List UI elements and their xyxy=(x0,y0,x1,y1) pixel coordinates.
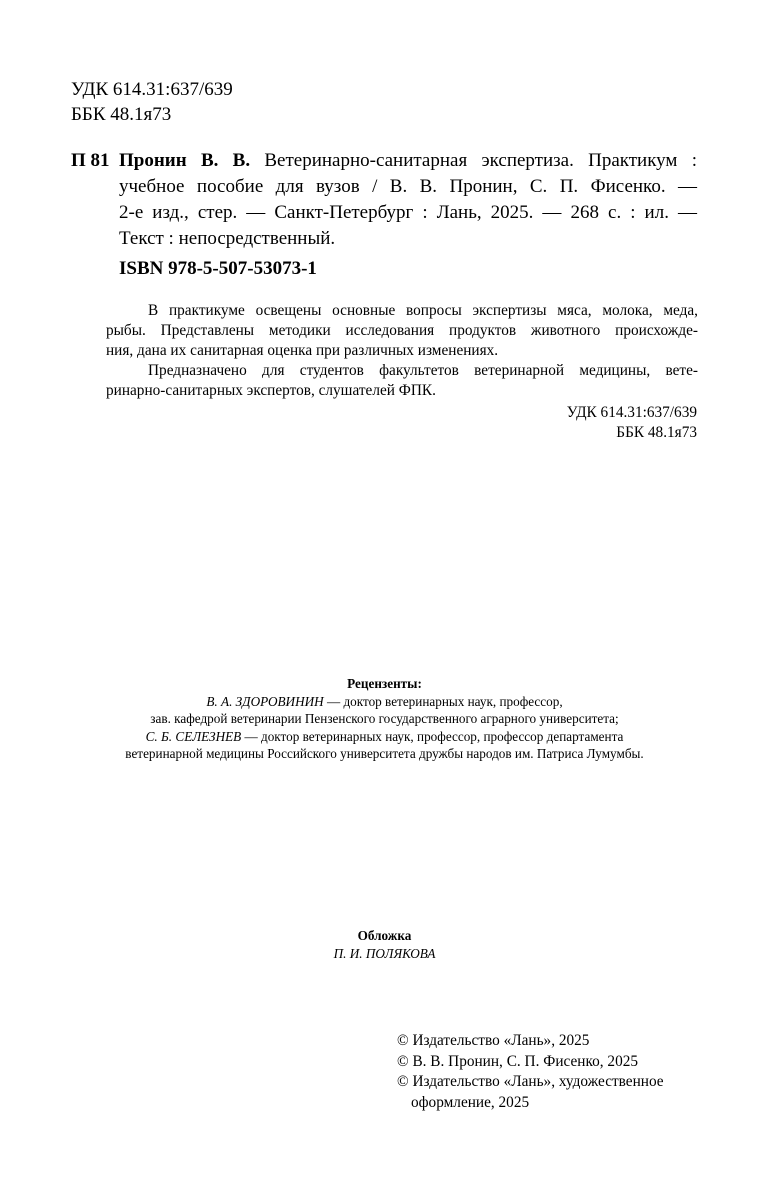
citation-line-4: Текст : непосредственный. xyxy=(119,228,336,249)
reviewer-1 xyxy=(0,693,769,711)
abstract xyxy=(106,301,698,401)
isbn: ISBN 978-5-507-53073-1 xyxy=(119,258,317,279)
reviewer-1-desc: — доктор ветеринарных наук, профессор, xyxy=(323,693,563,709)
abstract-line: ния, дана их санитарная оценка при различных изменениях. xyxy=(106,342,499,359)
abstract-line: В практикуме освещены основные вопросы экспертизы мяса, молока, меда, xyxy=(148,302,698,319)
author-mark: П 81 xyxy=(71,150,110,171)
bbk-code-top: ББК 48.1я73 xyxy=(71,104,172,125)
bibliographic-citation xyxy=(119,148,697,252)
reviewers-heading: Рецензенты: xyxy=(347,676,422,691)
copyright-design-cont: оформление, 2025 xyxy=(411,1093,530,1111)
udk-code: УДК 614.31:637/639 xyxy=(566,404,697,421)
reviewer-2-affiliation: ветеринарной медицины Российского университета дружбы народов им. Патриса Лумумбы. xyxy=(125,746,644,761)
bbk-code: ББК 48.1я73 xyxy=(616,424,697,441)
copyright-publisher: © Издательство «Лань», 2025 xyxy=(397,1032,590,1049)
cover-designer: П. И. ПОЛЯКОВА xyxy=(333,945,436,961)
reviewer-1-affiliation: зав. кафедрой ветеринарии Пензенского государственного аграрного университета; xyxy=(150,711,619,726)
reviewers-block xyxy=(0,675,769,763)
citation-line-1 xyxy=(119,148,697,174)
cover-credit xyxy=(0,927,769,962)
citation-title: Ветеринарно-санитарная экспертиза. Практикум : xyxy=(250,150,697,171)
copyright-design: © Издательство «Лань», художественное xyxy=(397,1073,664,1090)
citation-line-3: 2-е изд., стер. — Санкт-Петербург : Лань, 2025. — 268 с. : ил. — xyxy=(119,202,697,223)
abstract-line: рыбы. Представлены методики исследования продуктов животного происхожде- xyxy=(106,322,698,339)
reviewer-2-desc: — доктор ветеринарных наук, профессор, профессор департамента xyxy=(241,728,624,744)
reviewer-1-name: В. А. ЗДОРОВИНИН xyxy=(206,693,324,709)
citation-author: Пронин В. В. xyxy=(119,150,251,171)
copyright-authors: © В. В. Пронин, С. П. Фисенко, 2025 xyxy=(397,1052,639,1070)
cover-heading: Обложка xyxy=(357,928,412,943)
classification-codes xyxy=(567,403,697,443)
citation-line-2: учебное пособие для вузов / В. В. Пронин, С. П. Фисенко. — xyxy=(119,176,697,197)
reviewer-2 xyxy=(0,728,769,746)
abstract-line: ринарно-санитарных экспертов, слушателей ФПК. xyxy=(106,382,436,399)
abstract-line: Предназначено для студентов факультетов ветеринарной медицины, вете- xyxy=(148,362,698,379)
reviewer-2-name: С. Б. СЕЛЕЗНЕВ xyxy=(145,728,242,744)
udk-code-top: УДК 614.31:637/639 xyxy=(71,79,233,100)
copyright-block xyxy=(397,1031,707,1113)
